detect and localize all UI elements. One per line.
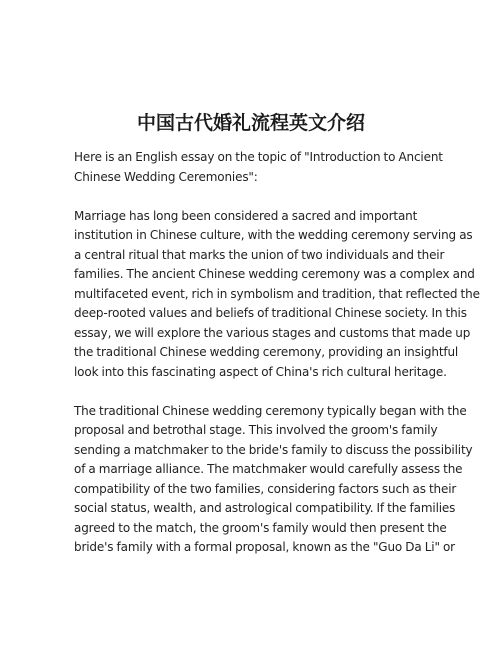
text-line: deep-rooted values and beliefs of traditional Chinese society. In this xyxy=(74,306,467,320)
text-line: institution in Chinese culture, with the wedding ceremony serving as xyxy=(74,228,473,242)
text-line: sending a matchmaker to the bride's family to discuss the possibility xyxy=(74,442,473,457)
text-line: a central ritual that marks the union of two individuals and their xyxy=(74,247,445,262)
text-line: bride's family with a formal proposal, known as the "Guo Da Li" or xyxy=(74,540,455,554)
paragraph-marriage xyxy=(74,207,480,383)
document-body xyxy=(74,148,480,577)
text-line: of a marriage alliance. The matchmaker would carefully assess the xyxy=(74,462,463,476)
text-line: multifaceted event, rich in symbolism and tradition, that reflected the xyxy=(74,286,480,301)
text-line: families. The ancient Chinese wedding ceremony was a complex and xyxy=(74,267,475,281)
text-line: the traditional Chinese wedding ceremony, providing an insightful xyxy=(74,345,459,359)
text-line: essay, we will explore the various stages and customs that made up xyxy=(74,325,471,340)
paragraph-proposal xyxy=(74,402,473,558)
text-line: proposal and betrothal stage. This involved the groom's family xyxy=(74,423,438,437)
text-line: look into this fascinating aspect of China's rich cultural heritage. xyxy=(74,364,447,379)
text-line: Chinese Wedding Ceremonies": xyxy=(74,169,258,184)
paragraph-intro xyxy=(74,148,443,187)
text-line: Marriage has long been considered a sacred and important xyxy=(74,208,418,223)
text-line: Here is an English essay on the topic of "Introduction to Ancient xyxy=(74,150,443,164)
text-line: The traditional Chinese wedding ceremony typically began with the xyxy=(74,403,467,418)
text-line: compatibility of the two families, considering factors such as their xyxy=(74,481,457,496)
document-title: 中国古代婚礼流程英文介绍 xyxy=(136,112,365,134)
text-line: social status, wealth, and astrological compatibility. If the families xyxy=(74,501,456,515)
text-line: agreed to the match, the groom's family would then present the xyxy=(74,520,447,535)
